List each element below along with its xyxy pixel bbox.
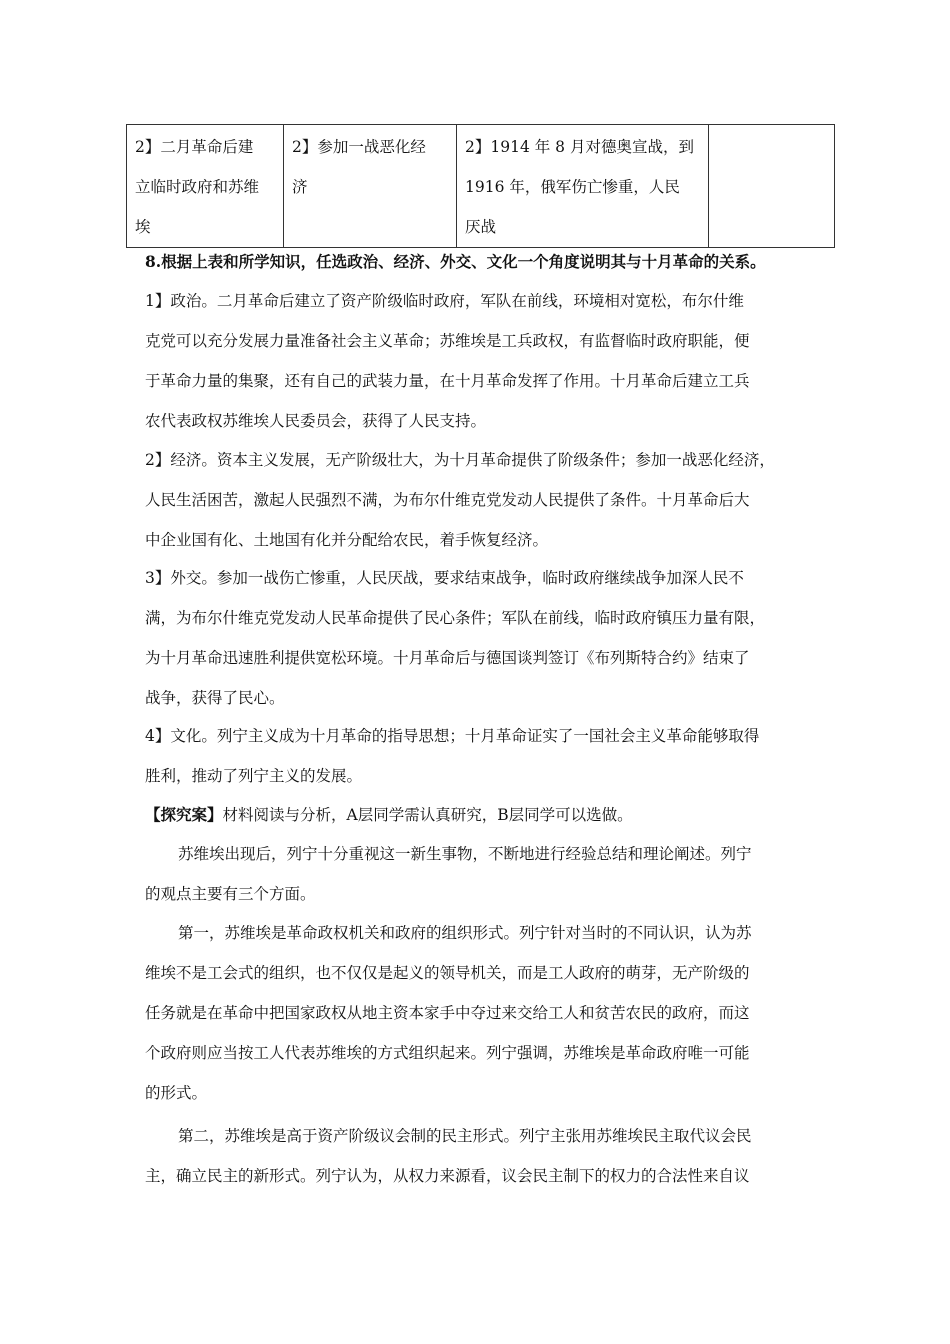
cell-line: 济 [292, 178, 308, 196]
paragraph-line: 任务就是在革命中把国家政权从地主资本家手中夺过来交给工人和贫苦农民的政府，而这 [145, 1004, 750, 1022]
paragraph-line: 个政府则应当按工人代表苏维埃的方式组织起来。列宁强调，苏维埃是革命政府唯一可能 [145, 1044, 750, 1062]
explore-intro-line [145, 803, 633, 825]
answer-line: 2】经济。资本主义发展，无产阶级壮大，为十月革命提供了阶级条件；参加一战恶化经济， [145, 451, 775, 469]
answer-line: 于革命力量的集聚，还有自己的武装力量，在十月革命发挥了作用。十月革命后建立工兵 [145, 372, 750, 390]
answer-line: 人民生活困苦，激起人民强烈不满，为布尔什维克党发动人民提供了条件。十月革命后大 [145, 491, 750, 509]
cell-line: 埃 [135, 218, 151, 236]
table-row [127, 125, 835, 248]
table-cell [457, 125, 709, 248]
answer-line: 中企业国有化、土地国有化并分配给农民，着手恢复经济。 [145, 531, 549, 549]
question-8-title: 8.根据上表和所学知识，任选政治、经济、外交、文化一个角度说明其与十月革命的关系。 [145, 252, 766, 271]
answer-line: 胜利，推动了列宁主义的发展。 [145, 767, 363, 785]
paragraph-line: 的观点主要有三个方面。 [145, 885, 316, 903]
answer-line: 为十月革命迅速胜利提供宽松环境。十月革命后与德国谈判签订《布列斯特合约》结束了 [145, 649, 750, 667]
answer-line: 1】政治。二月革命后建立了资产阶级临时政府，军队在前线，环境相对宽松，布尔什维 [145, 292, 744, 310]
paragraph-line: 维埃不是工会式的组织，也不仅仅是起义的领导机关，而是工人政府的萌芽，无产阶级的 [145, 964, 750, 982]
answer-line: 4】文化。列宁主义成为十月革命的指导思想；十月革命证实了一国社会主义革命能够取得 [145, 727, 760, 745]
cell-line: 立临时政府和苏维 [135, 178, 260, 196]
paragraph-line: 苏维埃出现后，列宁十分重视这一新生事物，不断地进行经验总结和理论阐述。列宁 [178, 845, 752, 863]
explore-label: 【探究案】 [145, 805, 223, 824]
comparison-table [126, 124, 835, 248]
answer-line: 农代表政权苏维埃人民委员会，获得了人民支持。 [145, 412, 487, 430]
answer-line: 满，为布尔什维克党发动人民革命提供了民心条件；军队在前线，临时政府镇压力量有限， [145, 609, 766, 627]
table-cell [127, 125, 284, 248]
paragraph-line: 主，确立民主的新形式。列宁认为，从权力来源看，议会民主制下的权力的合法性来自议 [145, 1167, 750, 1185]
answer-line: 战争，获得了民心。 [145, 689, 285, 707]
table-cell-empty [709, 125, 835, 248]
paragraph-line: 的形式。 [145, 1084, 208, 1102]
explore-intro: 材料阅读与分析，A层同学需认真研究，B层同学可以选做。 [222, 806, 633, 824]
cell-line: 2】1914 年 8 月对德奥宣战，到 [465, 138, 694, 156]
table-cell [284, 125, 457, 248]
answer-line: 克党可以充分发展力量准备社会主义革命；苏维埃是工兵政权，有监督临时政府职能，便 [145, 332, 750, 350]
answer-line: 3】外交。参加一战伤亡惨重，人民厌战，要求结束战争，临时政府继续战争加深人民不 [145, 569, 744, 587]
cell-line: 1916 年，俄军伤亡惨重，人民 [465, 178, 680, 196]
cell-line: 厌战 [465, 218, 497, 236]
paragraph-line: 第二，苏维埃是高于资产阶级议会制的民主形式。列宁主张用苏维埃民主取代议会民 [178, 1127, 752, 1145]
paragraph-line: 第一，苏维埃是革命政权机关和政府的组织形式。列宁针对当时的不同认识，认为苏 [178, 924, 752, 942]
cell-line: 2】参加一战恶化经 [292, 138, 426, 156]
cell-line: 2】二月革命后建 [135, 138, 254, 156]
